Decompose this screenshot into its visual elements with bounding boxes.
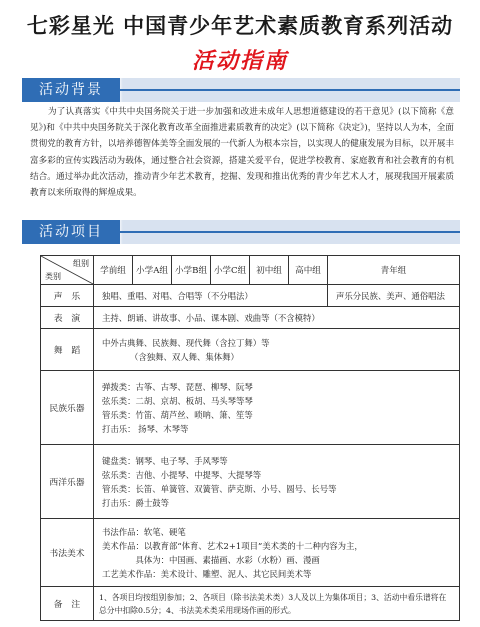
projects-section-header [22, 220, 460, 244]
content-line: 弦乐类：吉他、小提琴、中提琴、大提琴等 [102, 469, 262, 480]
content-line: 打击乐： 扬琴、木琴等 [102, 423, 189, 434]
row-category: 表 演 [41, 307, 94, 329]
row-content [94, 329, 460, 371]
row-content: 主持、朗诵、讲故事、小品、课本剧、戏曲等（不含模特） [94, 307, 460, 329]
content-line: 管乐类：竹笛、葫芦丝、唢呐、箫、笙等 [102, 409, 253, 420]
row-category: 备 注 [41, 587, 94, 621]
notes-content: 1、各项目均按组别参加；2、各项目（除书法美术类）3人及以上为集体项目；3、活动中看乐谱将在总分中扣除0.5分；4、书法美术类采用现场作画的形式。 [94, 587, 460, 621]
row-content [94, 445, 460, 519]
section-divider [120, 231, 460, 233]
content-line: 中外古典舞、民族舞、现代舞（含拉丁舞）等 [102, 337, 270, 348]
corner-top-label: 组别 [73, 259, 89, 268]
table-row [41, 285, 460, 307]
content-line: 具体为：中国画、素描画、水彩（水粉）画、漫画 [102, 554, 320, 565]
column-header: 小学C组 [211, 256, 250, 285]
content-line: 弦乐类：二胡、京胡、板胡、马头琴等琴 [102, 395, 253, 406]
row-category: 舞 蹈 [41, 329, 94, 371]
table-row [41, 445, 460, 519]
projects-heading: 活动项目 [22, 220, 120, 244]
table-corner-cell [41, 256, 94, 285]
table-header-row [41, 256, 460, 285]
background-paragraph: 为了认真落实《中共中央国务院关于进一步加强和改进未成年人思想道德建设的若干意见》(以下简称《意见》)和《中共中央国务院关于深化教育改革全面推进素质教育的决定》(以下简称《决定》)，坚持以人为本，全面贯彻党的教育方针，以培养德智体美等全面发展的一代新人为根本宗旨，以实现人的健康发展为目标，以开展丰富多彩的宣传实践活动为载体，通过整合社会资源，搭建关爱平台，促进学校教育、家庭教育和社会教育的有机结合。通过举办此次活动，推动青少年艺术教育，挖掘、发现和推出优秀的青少年艺术人才，展现我国开展素质教育以来所取得的辉煌成果。 [30, 107, 454, 199]
row-category: 西洋乐器 [41, 445, 94, 519]
row-content [94, 371, 460, 445]
column-header: 初中组 [250, 256, 289, 285]
section-divider [120, 89, 460, 91]
content-line: 工艺美术作品：美术设计、雕塑、泥人、其它民间美术等 [102, 568, 312, 579]
content-line: 弹拨类：古筝、古琴、琵琶、柳琴、阮琴 [102, 381, 253, 392]
content-line: （含独舞、双人舞、集体舞） [130, 351, 239, 362]
table-row [41, 587, 460, 621]
table-row [41, 329, 460, 371]
content-line: 打击乐：爵士鼓等 [102, 497, 169, 508]
page-title: 七彩星光 中国青少年艺术素质教育系列活动 [26, 14, 454, 38]
projects-table [40, 255, 460, 621]
row-youth-content: 声乐分民族、美声、通俗唱法 [328, 285, 460, 307]
row-category: 书法美术 [41, 519, 94, 587]
row-category: 声 乐 [41, 285, 94, 307]
row-category: 民族乐器 [41, 371, 94, 445]
content-line: 管乐类：长笛、单簧管、双簧管、萨克斯、小号、圆号、长号等 [102, 483, 337, 494]
column-header: 青年组 [328, 256, 460, 285]
column-header: 小学A组 [133, 256, 172, 285]
page-subtitle: 活动指南 [191, 49, 288, 74]
column-header: 小学B组 [172, 256, 211, 285]
column-header: 学前组 [94, 256, 133, 285]
content-line: 美术作品：以教育部“体育、艺术2+1项目”美术类的十二种内容为主， [102, 540, 363, 551]
corner-bottom-label: 类别 [45, 272, 61, 281]
table-row [41, 307, 460, 329]
table-row [41, 519, 460, 587]
table-row [41, 371, 460, 445]
column-header: 高中组 [289, 256, 328, 285]
background-section-header [22, 78, 460, 102]
row-content: 独唱、重唱、对唱、合唱等（不分唱法） [94, 285, 328, 307]
content-line: 键盘类：钢琴、电子琴、手风琴等 [102, 455, 228, 466]
background-heading: 活动背景 [22, 78, 120, 102]
row-content [94, 519, 460, 587]
content-line: 书法作品：软笔、硬笔 [102, 526, 186, 537]
